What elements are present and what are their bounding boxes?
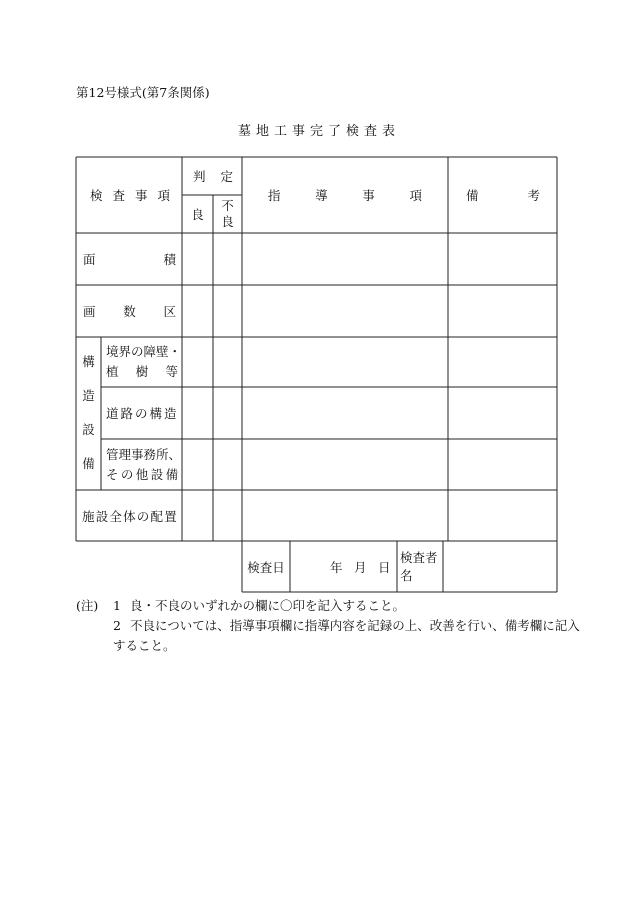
row-office-line2: その他設備: [106, 466, 181, 482]
form-number: 第12号様式(第7条関係): [76, 85, 210, 100]
inspector-label: [400, 541, 443, 592]
row-boundary-label: [106, 337, 182, 387]
structure-group-char: 造: [82, 388, 95, 403]
note-spacer: [76, 616, 113, 636]
structure-group-char: 設: [82, 422, 95, 437]
not-good-header: [213, 195, 242, 233]
note-text: 良・不良のいずれかの欄に〇印を記入すること。: [130, 598, 406, 613]
row-count-char: 数: [123, 304, 136, 319]
remarks-header-char: 備: [466, 188, 479, 203]
remarks-header: [466, 157, 540, 233]
guidance-header-char: 導: [315, 188, 328, 203]
note-item: [76, 596, 580, 616]
row-boundary-line2-char: 等: [165, 364, 178, 379]
remarks-header-char: 考: [527, 188, 540, 203]
note-item: [76, 616, 580, 636]
document-title: 墓地工事完了検査表: [237, 124, 400, 139]
row-office-line1: 管理事務所、: [106, 446, 182, 462]
structure-group-char: 構: [82, 354, 95, 369]
note-continuation: すること。: [113, 638, 176, 653]
month-label: 月: [354, 559, 367, 575]
inspection-item-header-char: 検: [90, 188, 103, 203]
row-office-label: [106, 439, 182, 490]
row-boundary-line2: [106, 362, 178, 382]
notes-lead: (注): [76, 598, 99, 613]
row-count-label: [83, 285, 176, 337]
good-header-label: 良: [191, 207, 204, 222]
day-label: 日: [378, 559, 391, 575]
row-count-char: 区: [163, 304, 176, 319]
row-area-char: 積: [163, 252, 176, 267]
not-good-header-top: 不: [221, 198, 234, 213]
note-text: 不良については、指導事項欄に指導内容を記録の上、改善を行い、備考欄に記入: [130, 618, 580, 633]
judgment-header-char: 定: [220, 169, 233, 184]
inspection-item-header-char: 項: [157, 188, 170, 203]
judgment-header-char: 判: [193, 169, 206, 184]
row-road-label: [106, 387, 178, 439]
good-header: [182, 195, 213, 233]
inspector-label-line2: 名: [400, 567, 413, 583]
inspection-date-field: [290, 541, 397, 592]
note-number: 2: [113, 618, 121, 633]
guidance-header-char: 指: [268, 188, 281, 203]
judgment-header: [193, 157, 233, 195]
row-area-char: 面: [83, 252, 96, 267]
inspection-date-label: [242, 541, 290, 592]
inspection-date-label-text: 検査日: [247, 559, 285, 575]
row-layout-label: [82, 490, 180, 541]
row-boundary-line2-char: 植: [106, 364, 119, 379]
inspection-item-header-char: 事: [134, 188, 148, 203]
row-layout-text: 施設全体の配置: [82, 508, 178, 524]
row-boundary-line1: 境界の障壁・: [106, 344, 182, 359]
notes: [76, 596, 580, 656]
row-area-label: [83, 233, 176, 285]
guidance-header-char: 事: [362, 188, 375, 203]
not-good-header-bottom: 良: [221, 214, 234, 229]
note-number: 1: [113, 598, 121, 613]
row-count-char: 画: [83, 304, 96, 319]
structure-group-char: 備: [82, 456, 95, 471]
inspection-item-header-char: 査: [112, 188, 125, 203]
structure-group-label: [76, 352, 101, 472]
inspection-item-header: [90, 157, 170, 233]
guidance-header: [268, 157, 422, 233]
guidance-header-char: 項: [409, 188, 422, 203]
row-road-text: 道路の構造: [106, 406, 179, 421]
year-label: 年: [330, 559, 343, 575]
row-boundary-line2-char: 樹: [135, 364, 149, 379]
inspector-label-line1: 検査者: [400, 549, 438, 565]
